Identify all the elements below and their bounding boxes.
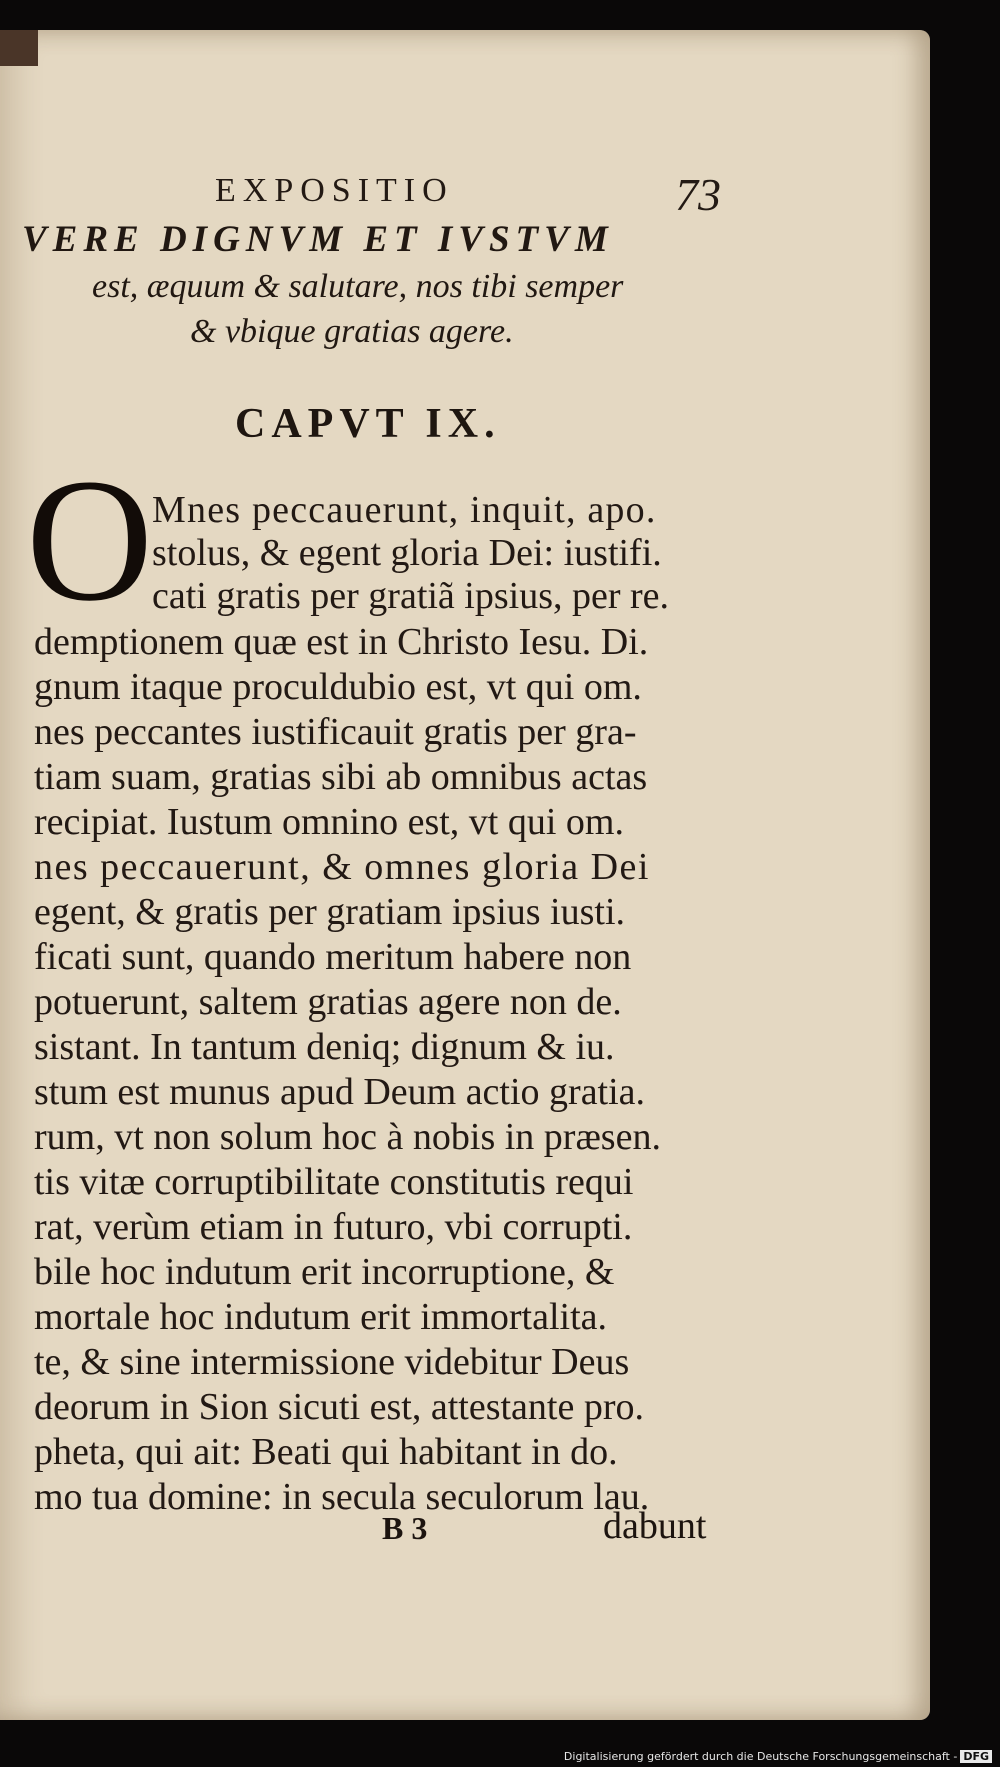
running-head: EXPOSITIO xyxy=(215,172,454,209)
body-line-8: recipiat. Iustum omnino est, vt qui om. xyxy=(34,801,624,843)
body-line-3: cati gratis per gratiã ipsius, per re. xyxy=(152,575,670,617)
spine-edge xyxy=(0,30,38,66)
body-line-18: bile hoc indutum erit incorruptione, & xyxy=(34,1251,615,1293)
heading-line-3: & vbique gratias agere. xyxy=(190,313,514,350)
footer-text: Digitalisierung gefördert durch die Deutsche Forschungsgemeinschaft - xyxy=(563,1750,958,1763)
drop-initial: O xyxy=(26,443,154,638)
body-line-10: egent, & gratis per gratiam ipsius iusti. xyxy=(34,891,626,933)
body-line-23: mo tua domine: in secula seculorum lau. xyxy=(34,1476,650,1518)
body-line-11: ficati sunt, quando meritum habere non xyxy=(34,936,632,978)
heading-line-1: VERE DIGNVM ET IVSTVM xyxy=(22,219,614,260)
body-line-1: Mnes peccauerunt, inquit, apo. xyxy=(152,489,657,531)
body-line-13: sistant. In tantum deniq; dignum & iu. xyxy=(34,1026,615,1068)
heading-line-2: est, æquum & salutare, nos tibi semper xyxy=(92,268,624,305)
body-line-20: te, & sine intermissione videbitur Deus xyxy=(34,1341,630,1383)
dfg-logo: DFG xyxy=(960,1750,992,1763)
body-line-2: stolus, & egent gloria Dei: iustifi. xyxy=(152,532,662,574)
chapter-title: CAPVT IX. xyxy=(235,401,501,447)
body-line-22: pheta, qui ait: Beati qui habitant in do. xyxy=(34,1431,618,1473)
body-line-4: demptionem quæ est in Christo Iesu. Di. xyxy=(34,621,649,663)
body-line-12: potuerunt, saltem gratias agere non de. xyxy=(34,981,622,1023)
body-line-5: gnum itaque proculdubio est, vt qui om. xyxy=(34,666,642,708)
catchword: dabunt xyxy=(603,1505,707,1547)
body-line-21: deorum in Sion sicuti est, attestante pro. xyxy=(34,1386,645,1428)
page-number: 73 xyxy=(675,169,721,220)
body-line-7: tiam suam, gratias sibi ab omnibus actas xyxy=(34,756,648,798)
body-line-19: mortale hoc indutum erit immortalita. xyxy=(34,1296,608,1338)
footer-credit xyxy=(564,1750,992,1763)
book-page xyxy=(0,30,930,1720)
body-line-17: rat, verùm etiam in futuro, vbi corrupti. xyxy=(34,1206,633,1248)
body-line-14: stum est munus apud Deum actio gratia. xyxy=(34,1071,646,1113)
body-line-15: rum, vt non solum hoc à nobis in præsen. xyxy=(34,1116,661,1158)
signature-mark: B 3 xyxy=(382,1510,428,1546)
body-line-16: tis vitæ corruptibilitate constitutis requi xyxy=(34,1161,634,1203)
body-line-9: nes peccauerunt, & omnes gloria Dei xyxy=(34,846,650,888)
body-line-6: nes peccantes iustificauit gratis per gra- xyxy=(34,711,637,753)
